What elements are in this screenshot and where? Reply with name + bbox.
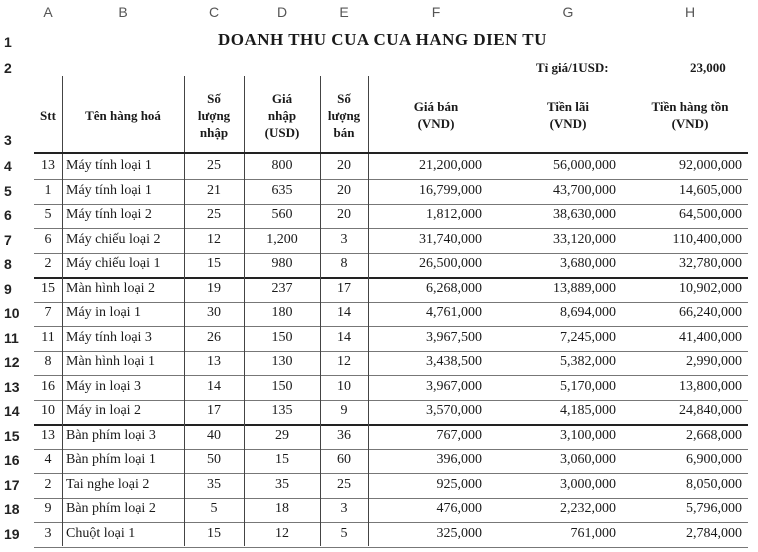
row-number[interactable]: 17 — [4, 476, 20, 493]
cell-qty-in[interactable]: 50 — [207, 452, 221, 467]
cell-qty-in[interactable]: 35 — [207, 476, 221, 492]
cell-product-name[interactable]: Máy chiếu loại 1 — [66, 256, 161, 271]
row-number[interactable]: 3 — [4, 132, 12, 148]
column-header-a[interactable]: A — [43, 4, 53, 20]
cell-product-name[interactable]: Máy tính loại 1 — [66, 182, 152, 198]
cell-qty-sold[interactable]: 3 — [340, 231, 348, 247]
row-border — [34, 204, 748, 205]
row-border — [34, 302, 748, 303]
row-border — [34, 449, 748, 450]
header-bottom-border — [34, 152, 748, 154]
cell-stt[interactable]: 2 — [44, 476, 52, 492]
cell-qty-sold[interactable]: 20 — [337, 182, 351, 198]
cell-price-in[interactable]: 135 — [271, 403, 293, 418]
exchange-rate-label[interactable]: Tỉ giá/1USD: — [536, 60, 609, 75]
row-border — [34, 424, 748, 426]
header-price-in[interactable]: Giá nhập (USD) — [264, 90, 300, 140]
cell-qty-sold[interactable]: 10 — [337, 378, 351, 394]
cell-product-name[interactable]: Máy tính loại 2 — [66, 207, 152, 222]
cell-qty-in[interactable]: 26 — [207, 329, 221, 345]
cell-product-name[interactable]: Bàn phím loại 2 — [66, 501, 156, 516]
cell-stock-value[interactable]: 41,400,000 — [679, 329, 742, 345]
row-number[interactable]: 16 — [4, 452, 20, 468]
cell-profit[interactable]: 13,889,000 — [553, 280, 616, 296]
cell-qty-sold[interactable]: 8 — [340, 256, 348, 271]
cell-qty-in[interactable]: 25 — [207, 158, 221, 173]
row-number[interactable]: 4 — [4, 158, 12, 174]
row-border — [34, 277, 748, 279]
column-header-g[interactable]: G — [562, 4, 574, 20]
cell-sell-price[interactable]: 3,570,000 — [426, 403, 482, 418]
cell-stt[interactable]: 5 — [44, 207, 52, 222]
cell-stt[interactable]: 3 — [44, 525, 52, 541]
cell-product-name[interactable]: Chuột loại 1 — [66, 525, 136, 541]
row-number[interactable]: 14 — [4, 403, 20, 419]
header-profit[interactable]: Tiền lãi (VND) — [546, 99, 590, 131]
cell-price-in[interactable]: 800 — [271, 158, 293, 173]
cell-qty-sold[interactable]: 14 — [337, 305, 351, 320]
cell-stt[interactable]: 4 — [44, 452, 52, 467]
cell-qty-sold[interactable]: 60 — [337, 452, 351, 467]
cell-stock-value[interactable]: 10,902,000 — [679, 280, 742, 296]
cell-profit[interactable]: 5,170,000 — [560, 378, 616, 394]
cell-price-in[interactable]: 130 — [271, 354, 293, 369]
header-stock-value[interactable]: Tiền hàng tồn (VND) — [651, 99, 729, 131]
cell-price-in[interactable]: 18 — [275, 501, 289, 516]
row-border — [34, 498, 748, 499]
cell-qty-in[interactable]: 21 — [207, 182, 221, 198]
column-header-e[interactable]: E — [339, 4, 349, 20]
row-number[interactable]: 18 — [4, 501, 20, 517]
cell-price-in[interactable]: 12 — [275, 525, 289, 541]
cell-qty-sold[interactable]: 17 — [337, 280, 351, 296]
cell-stock-value[interactable]: 13,800,000 — [679, 378, 742, 394]
cell-qty-in[interactable]: 19 — [207, 280, 221, 296]
cell-price-in[interactable]: 29 — [275, 427, 289, 443]
header-qty-in[interactable]: Số lượng nhập — [197, 90, 231, 140]
cell-qty-in[interactable]: 15 — [207, 525, 221, 541]
row-number[interactable]: 1 — [4, 34, 12, 50]
row-border — [34, 547, 748, 548]
cell-profit[interactable]: 5,382,000 — [560, 354, 616, 369]
row-border — [34, 522, 748, 523]
cell-qty-sold[interactable]: 5 — [340, 525, 348, 541]
cell-qty-in[interactable]: 25 — [207, 207, 221, 222]
cell-sell-price[interactable]: 6,268,000 — [426, 280, 482, 296]
row-border — [34, 179, 748, 180]
cell-sell-price[interactable]: 31,740,000 — [419, 231, 482, 247]
header-sell-price[interactable]: Giá bán (VND) — [413, 99, 459, 131]
cell-qty-in[interactable]: 14 — [207, 378, 221, 394]
row-number[interactable]: 19 — [4, 525, 20, 542]
row-border — [34, 400, 748, 401]
cell-stock-value[interactable]: 64,500,000 — [679, 207, 742, 222]
cell-stock-value[interactable]: 2,668,000 — [686, 427, 742, 443]
cell-qty-sold[interactable]: 12 — [337, 354, 351, 369]
sheet-title[interactable]: DOANH THU CUA CUA HANG DIEN TU — [218, 30, 547, 49]
cell-profit[interactable]: 56,000,000 — [553, 158, 616, 173]
cell-product-name[interactable]: Máy in loại 3 — [66, 378, 142, 394]
header-qty-sold[interactable]: Số lượng bán — [327, 90, 361, 140]
row-border — [34, 228, 748, 229]
cell-stt[interactable]: 13 — [41, 427, 55, 443]
cell-sell-price[interactable]: 4,761,000 — [426, 305, 482, 320]
cell-price-in[interactable]: 150 — [271, 378, 293, 394]
cell-sell-price[interactable]: 396,000 — [436, 452, 482, 467]
grid-line — [368, 76, 369, 546]
row-number[interactable]: 5 — [4, 182, 12, 199]
cell-price-in[interactable]: 635 — [271, 182, 293, 198]
cell-profit[interactable]: 43,700,000 — [553, 182, 616, 198]
cell-stt[interactable]: 10 — [41, 403, 55, 418]
cell-sell-price[interactable]: 26,500,000 — [419, 256, 482, 271]
cell-stt[interactable]: 16 — [41, 378, 55, 394]
row-number[interactable]: 10 — [4, 305, 20, 321]
cell-profit[interactable]: 3,060,000 — [560, 452, 616, 467]
cell-price-in[interactable]: 35 — [275, 476, 289, 492]
row-border — [34, 253, 748, 254]
cell-product-name[interactable]: Máy tính loại 1 — [66, 158, 152, 173]
row-number[interactable]: 13 — [4, 378, 20, 395]
cell-profit[interactable]: 33,120,000 — [553, 231, 616, 247]
cell-product-name[interactable]: Máy in loại 2 — [66, 403, 142, 418]
cell-stock-value[interactable]: 2,784,000 — [686, 525, 742, 541]
cell-stt[interactable]: 15 — [41, 280, 55, 296]
row-number[interactable]: 9 — [4, 280, 12, 297]
cell-stt[interactable]: 1 — [44, 182, 52, 198]
row-number[interactable]: 8 — [4, 256, 12, 272]
cell-sell-price[interactable]: 767,000 — [436, 427, 482, 443]
cell-sell-price[interactable]: 21,200,000 — [419, 158, 482, 173]
cell-qty-in[interactable]: 15 — [207, 256, 221, 271]
cell-stock-value[interactable]: 2,990,000 — [686, 354, 742, 369]
cell-qty-sold[interactable]: 25 — [337, 476, 351, 492]
row-border — [34, 351, 748, 352]
cell-sell-price[interactable]: 3,967,500 — [426, 329, 482, 345]
row-border — [34, 375, 748, 376]
cell-qty-sold[interactable]: 20 — [337, 207, 351, 222]
cell-qty-in[interactable]: 17 — [207, 403, 221, 418]
cell-qty-sold[interactable]: 14 — [337, 329, 351, 345]
column-header-b[interactable]: B — [118, 4, 128, 20]
cell-profit[interactable]: 3,000,000 — [560, 476, 616, 492]
column-header-f[interactable]: F — [431, 4, 441, 20]
cell-stock-value[interactable]: 6,900,000 — [686, 452, 742, 467]
cell-qty-in[interactable]: 13 — [207, 354, 221, 369]
cell-stock-value[interactable]: 32,780,000 — [679, 256, 742, 271]
row-number[interactable]: 6 — [4, 207, 12, 223]
exchange-rate-value[interactable]: 23,000 — [690, 60, 726, 75]
cell-profit[interactable]: 8,694,000 — [560, 305, 616, 320]
cell-profit[interactable]: 4,185,000 — [560, 403, 616, 418]
cell-profit[interactable]: 7,245,000 — [560, 329, 616, 345]
cell-sell-price[interactable]: 925,000 — [436, 476, 482, 492]
grid-line — [62, 76, 63, 546]
cell-product-name[interactable]: Bàn phím loại 3 — [66, 427, 156, 443]
cell-sell-price[interactable]: 1,812,000 — [426, 207, 482, 222]
cell-sell-price[interactable]: 3,967,000 — [426, 378, 482, 394]
cell-product-name[interactable]: Màn hình loại 2 — [66, 280, 156, 296]
row-border — [34, 326, 748, 327]
cell-stt[interactable]: 13 — [41, 158, 55, 173]
row-number[interactable]: 2 — [4, 60, 12, 76]
cell-sell-price[interactable]: 476,000 — [436, 501, 482, 516]
grid-line — [184, 76, 185, 546]
cell-stt[interactable]: 6 — [44, 231, 52, 247]
cell-qty-sold[interactable]: 9 — [340, 403, 348, 418]
cell-price-in[interactable]: 15 — [275, 452, 289, 467]
header-stt[interactable]: Stt — [40, 107, 56, 123]
cell-qty-sold[interactable]: 3 — [340, 501, 348, 516]
cell-profit[interactable]: 761,000 — [570, 525, 616, 541]
cell-qty-in[interactable]: 12 — [207, 231, 221, 247]
cell-product-name[interactable]: Máy in loại 1 — [66, 305, 142, 320]
cell-stt[interactable]: 11 — [41, 329, 55, 345]
row-number[interactable]: 15 — [4, 427, 20, 444]
row-number[interactable]: 12 — [4, 354, 20, 370]
cell-stt[interactable]: 8 — [44, 354, 52, 369]
cell-stt[interactable]: 9 — [44, 501, 52, 516]
cell-product-name[interactable]: Màn hình loại 1 — [66, 354, 156, 369]
cell-stock-value[interactable]: 24,840,000 — [679, 403, 742, 418]
column-header-h[interactable]: H — [684, 4, 696, 20]
cell-price-in[interactable]: 237 — [271, 280, 293, 296]
cell-price-in[interactable]: 150 — [271, 329, 293, 345]
header-name[interactable]: Tên hàng hoá — [85, 107, 161, 123]
row-number[interactable]: 7 — [4, 231, 12, 248]
cell-stock-value[interactable]: 14,605,000 — [679, 182, 742, 198]
cell-profit[interactable]: 2,232,000 — [560, 501, 616, 516]
column-header-d[interactable]: D — [276, 4, 288, 20]
cell-sell-price[interactable]: 16,799,000 — [419, 182, 482, 198]
cell-qty-sold[interactable]: 20 — [337, 158, 351, 173]
cell-stock-value[interactable]: 5,796,000 — [686, 501, 742, 516]
cell-stt[interactable]: 2 — [44, 256, 52, 271]
cell-profit[interactable]: 3,100,000 — [560, 427, 616, 443]
cell-sell-price[interactable]: 325,000 — [436, 525, 482, 541]
cell-price-in[interactable]: 980 — [271, 256, 293, 271]
cell-product-name[interactable]: Máy chiếu loại 2 — [66, 231, 161, 247]
cell-product-name[interactable]: Máy tính loại 3 — [66, 329, 152, 345]
cell-stt[interactable]: 7 — [44, 305, 52, 320]
grid-line — [244, 76, 245, 546]
row-border — [34, 473, 748, 474]
cell-product-name[interactable]: Bàn phím loại 1 — [66, 452, 156, 467]
cell-price-in[interactable]: 180 — [271, 305, 293, 320]
grid-line — [320, 76, 321, 546]
cell-price-in[interactable]: 1,200 — [266, 231, 298, 247]
cell-product-name[interactable]: Tai nghe loại 2 — [66, 476, 150, 492]
cell-profit[interactable]: 38,630,000 — [553, 207, 616, 222]
cell-stock-value[interactable]: 66,240,000 — [679, 305, 742, 320]
cell-qty-in[interactable]: 30 — [207, 305, 221, 320]
cell-profit[interactable]: 3,680,000 — [560, 256, 616, 271]
cell-stock-value[interactable]: 8,050,000 — [686, 476, 742, 492]
cell-price-in[interactable]: 560 — [271, 207, 293, 222]
column-header-c[interactable]: C — [208, 4, 220, 20]
row-number[interactable]: 11 — [4, 329, 19, 346]
corner-select-all[interactable] — [2, 4, 24, 20]
cell-stock-value[interactable]: 110,400,000 — [672, 231, 742, 247]
cell-qty-in[interactable]: 40 — [207, 427, 221, 443]
cell-qty-in[interactable]: 5 — [210, 501, 218, 516]
cell-qty-sold[interactable]: 36 — [337, 427, 351, 443]
cell-sell-price[interactable]: 3,438,500 — [426, 354, 482, 369]
cell-stock-value[interactable]: 92,000,000 — [679, 158, 742, 173]
